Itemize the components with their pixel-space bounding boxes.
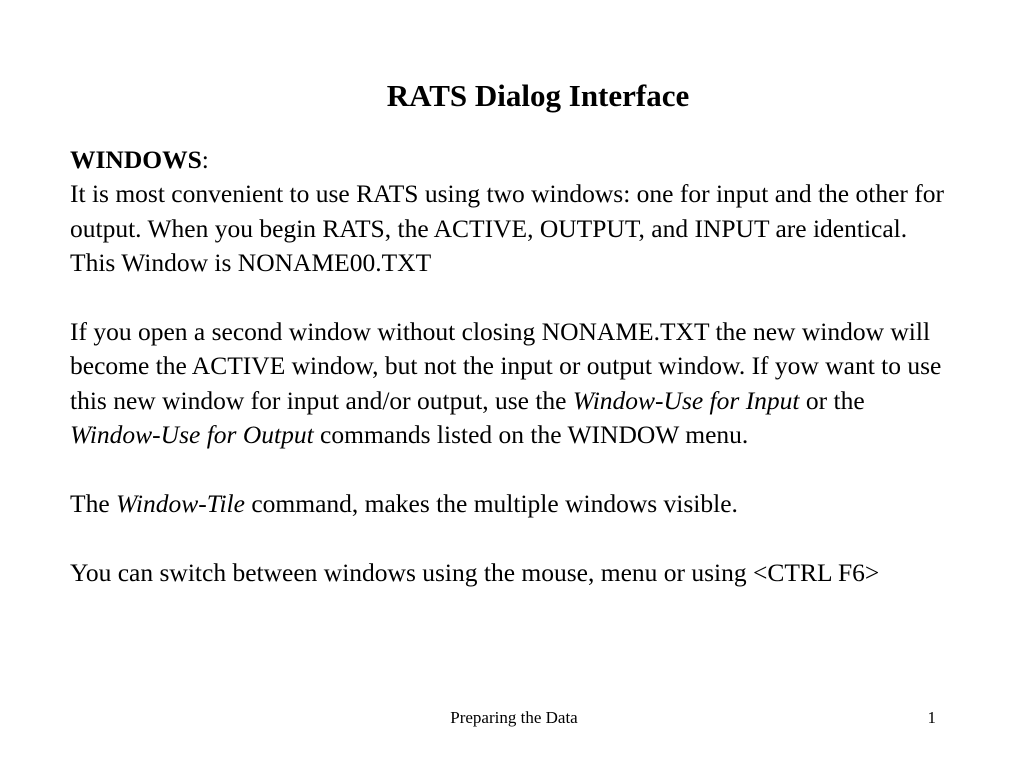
paragraph-1: It is most convenient to use RATS using two windows: one for input and the other for output. When you begin RATS, the ACTIVE, OUTPUT, and INPUT are identical. This Window is NONAME00.TXT: [70, 179, 944, 278]
slide-title: RATS Dialog Interface: [386, 78, 690, 113]
window-use-for-output-command: Window-Use for Output: [70, 420, 314, 450]
paragraph-2-text-b: or the: [799, 385, 865, 415]
footer-title: Preparing the Data: [450, 708, 578, 727]
paragraph-3: [70, 487, 950, 521]
section-heading: WINDOWS: [70, 145, 202, 174]
window-tile-command: Window-Tile: [116, 489, 245, 519]
section-heading-line: [70, 143, 950, 177]
paragraph-2-text-c: commands listed on the WINDOW menu.: [313, 420, 749, 450]
paragraph-3-text-b: command, makes the multiple windows visible.: [244, 489, 738, 519]
section-heading-colon: :: [201, 145, 209, 174]
page-number: 1: [927, 708, 936, 727]
window-use-for-input-command: Window-Use for Input: [572, 385, 800, 415]
paragraph-2-text-a: If you open a second window without closing NONAME.TXT the new window will become the ACTIVE window, but not the input or output window. If yow want to use this new window for input and/or output, use the: [70, 317, 942, 415]
paragraph-2: [70, 315, 950, 453]
paragraph-3-text-a: The: [70, 489, 117, 519]
paragraph-4: You can switch between windows using the mouse, menu or using <CTRL F6>: [70, 557, 880, 587]
slide-body: [70, 143, 950, 590]
